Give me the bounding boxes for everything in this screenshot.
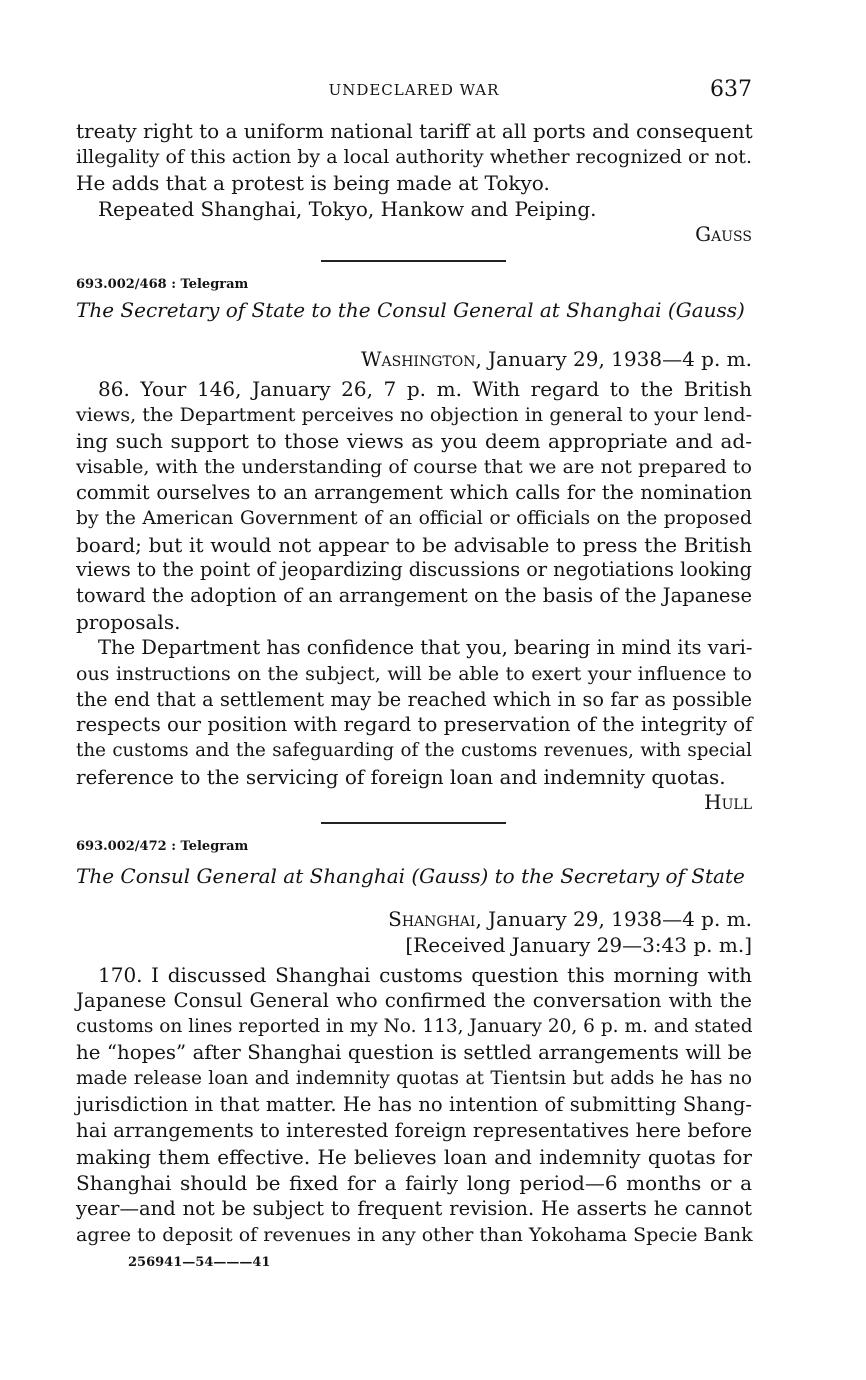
text-line: proposals.	[76, 610, 181, 634]
text-line: he “hopes” after Shanghai question is settled arrangements will be	[76, 1041, 752, 1064]
text-line: the customs and the safeguarding of the customs revenues, with special	[76, 740, 752, 761]
text-line: ing such support to those views as you deem appropriate and ad-	[76, 429, 752, 453]
dateline-date: , January 29, 1938—4 p. m.	[475, 347, 752, 371]
text-line: views to the point of jeopardizing discussions or negotiations looking	[76, 558, 752, 581]
text-line: agree to deposit of revenues in any other than Yokohama Specie Bank	[76, 1224, 753, 1246]
signature-hull: Hull	[704, 790, 752, 814]
text-line: 170. I discussed Shanghai customs question this morning with	[98, 963, 752, 987]
text-line: hai arrangements to interested foreign representatives here before	[76, 1119, 753, 1142]
text-line: customs on lines reported in my No. 113, January 20, 6 p. m. and stated	[76, 1016, 753, 1037]
text-line: The Department has confidence that you, bearing in mind its vari-	[98, 636, 753, 659]
text-line: by the American Government of an official or officials on the proposed	[76, 508, 752, 529]
received-note: [Received January 29—3:43 p. m.]	[405, 933, 752, 957]
text-line: year—and not be subject to frequent revision. He asserts he cannot	[76, 1197, 752, 1220]
document-heading: The Consul General at Shanghai (Gauss) to the Secretary of State	[76, 864, 745, 888]
text-line: jurisdiction in that matter. He has no intention of submitting Shang-	[76, 1093, 752, 1116]
file-reference: 693.002/468 : Telegram	[76, 277, 249, 292]
document-heading: The Secretary of State to the Consul General at Shanghai (Gauss)	[76, 298, 745, 322]
text-line: treaty right to a uniform national tariff at all ports and consequent	[76, 119, 753, 143]
text-line: reference to the servicing of foreign loan and indemnity quotas.	[76, 765, 726, 789]
section-divider	[321, 822, 506, 824]
repeated-note: Repeated Shanghai, Tokyo, Hankow and Peiping.	[98, 197, 597, 221]
running-header	[76, 78, 752, 102]
text-line: commit ourselves to an arrangement which calls for the nomination	[76, 481, 752, 504]
text-line: 86. Your 146, January 26, 7 p. m. With regard to the British	[98, 377, 752, 401]
dateline-place: Washington	[360, 347, 476, 371]
text-line: Shanghai should be fixed for a fairly long period—6 months or a	[76, 1171, 752, 1195]
section-divider	[321, 260, 506, 262]
text-line: visable, with the understanding of course that we are not prepared to	[76, 456, 752, 478]
text-line: board; but it would not appear to be advisable to press the British	[76, 533, 752, 557]
text-line: making them effective. He believes loan and indemnity quotas for	[76, 1145, 752, 1169]
dateline-place: Shanghai	[388, 907, 476, 931]
dateline	[76, 346, 752, 372]
text-line: made release loan and indemnity quotas at Tientsin but adds he has no	[76, 1068, 752, 1089]
signature-gauss: Gauss	[695, 222, 752, 246]
text-line: toward the adoption of an arrangement on the basis of the Japanese	[76, 584, 752, 607]
file-reference: 693.002/472 : Telegram	[76, 839, 249, 854]
printer-mark: 256941—54———41	[128, 1255, 271, 1270]
text-line: respects our position with regard to preservation of the integrity of	[76, 713, 753, 736]
running-title: UNDECLARED WAR	[328, 81, 500, 99]
text-line: views, the Department perceives no objection in general to your lend-	[76, 404, 752, 426]
page-number: 637	[710, 77, 752, 102]
text-line: the end that a settlement may be reached which in so far as possible	[76, 688, 752, 711]
text-line: Japanese Consul General who confirmed the conversation with the	[76, 989, 752, 1012]
text-line: illegality of this action by a local authority whether recognized or not.	[76, 146, 752, 168]
text-line: He adds that a protest is being made at Tokyo.	[76, 171, 550, 195]
text-line: ous instructions on the subject, will be able to exert your influence to	[76, 663, 752, 685]
dateline-date: , January 29, 1938—4 p. m.	[475, 907, 752, 931]
dateline	[76, 906, 752, 932]
